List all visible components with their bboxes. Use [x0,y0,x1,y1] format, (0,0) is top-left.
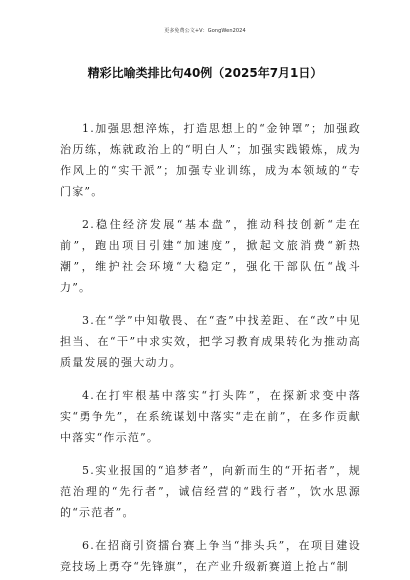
paragraph-5: 5.实业报国的“追梦者”，向新而生的“开拓者”，规范治理的“先行者”，诚信经营的“践行者”，饮水思源的“示范者”。 [60,464,361,519]
paragraph-1: 1.加强思想淬炼，打造思想上的“金钟罩”；加强政治历练，炼就政治上的“明白人”；加强实践锻炼，成为作风上的“实干派”；加强专业训练，成为本领域的“专门家”。 [60,122,361,198]
header-note: 更多免费公文+V：GongWen2024 [164,28,246,34]
paragraph-4: 4.在打牢根基中落实“打头阵”，在探新求变中落实“勇争先”，在系统谋划中落实“走在前”，在多作贡献中落实“作示范”。 [60,389,361,444]
paragraph-2: 2.稳住经济发展“基本盘”，推动科技创新“走在前”，跑出项目引建“加速度”，掀起文旅消费“新热潮”，维护社会环境“大稳定”，强化干部队伍“战斗力”。 [60,218,361,294]
paragraph-6: 6.在招商引资擂台赛上争当“排头兵”，在项目建设竞技场上勇夺“先锋旗”，在产业升级新赛道上抢占“制 [60,539,361,573]
paragraph-3: 3.在“学”中知敬畏、在“查”中找差距、在“改”中见担当、在“干”中求实效，把学习教育成果转化为推动高质量发展的强大动力。 [60,314,361,369]
document-body [60,118,361,577]
document-title: 精彩比喻类排比句40例（2025年7月1日） [87,66,323,80]
